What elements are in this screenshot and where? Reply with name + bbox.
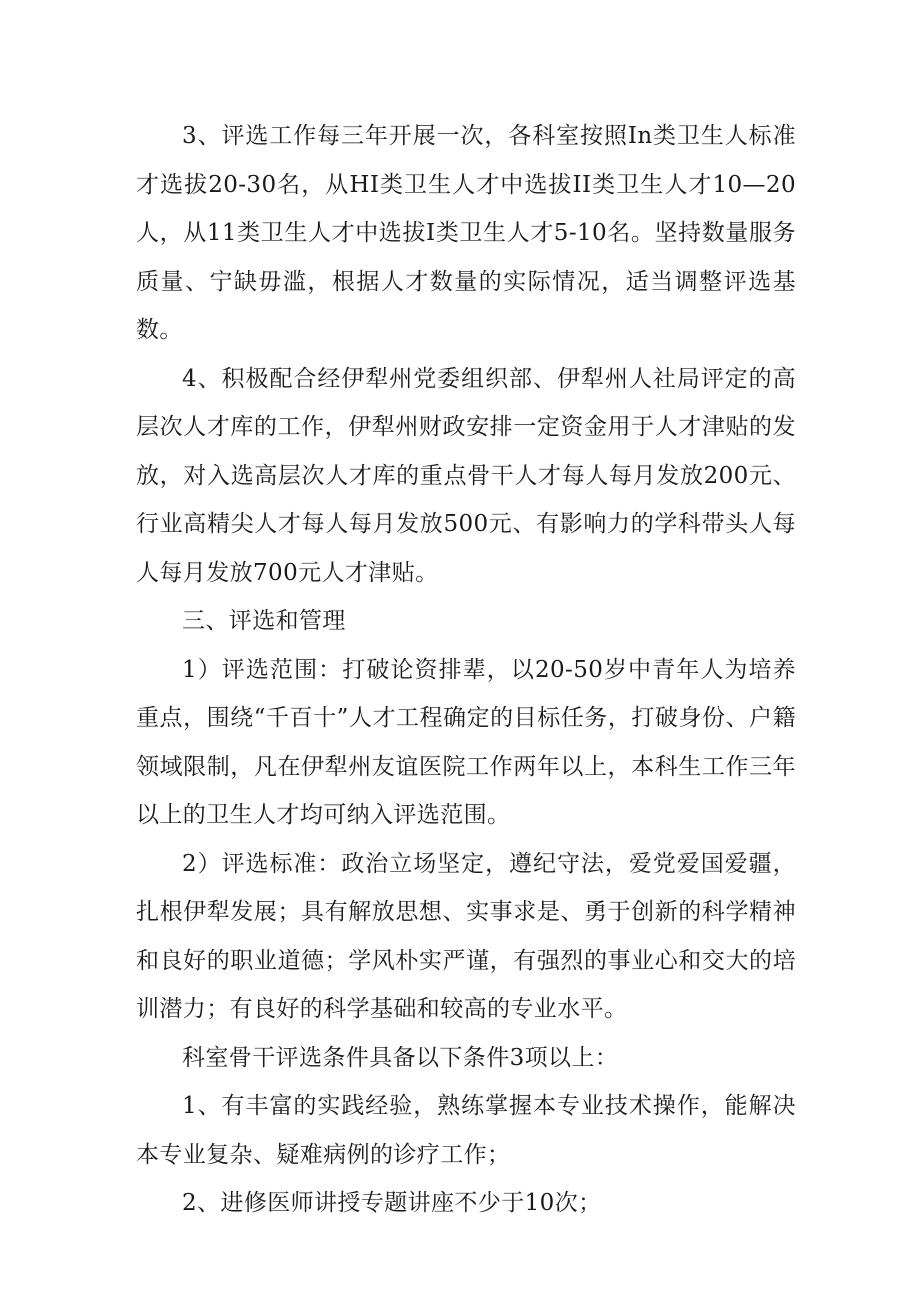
section-heading-selection-management: 三、评选和管理 [182,608,346,634]
paragraph-evaluation-cycle: 3、评选工作每三年开展一次，各科室按照In类卫生人标准才选拔20-30名，从HI类卫生人才中选拔II类卫生人才10—20人，从11类卫生人才中选拔I类卫生人才5-10名。坚持数量服务质量、宁缺毋滥，根据人才数量的实际情况，适当调整评选基数。 [136,123,796,343]
paragraph-selection-criteria: 2）评选标准：政治立场坚定，遵纪守法，爱党爱国爱疆，扎根伊犁发展；具有解放思想、实事求是、勇于创新的科学精神和良好的职业道德；学风朴实严谨，有强烈的事业心和交大的培训潜力；有良好的科学基础和较高的专业水平。 [136,850,796,1022]
list-item-condition-1: 1、有丰富的实践经验，熟练掌握本专业技术操作，能解决本专业复杂、疑难病例的诊疗工作； [136,1093,796,1168]
list-item-condition-2: 2、进修医师讲授专题讲座不少于10次； [182,1190,602,1216]
document-page [136,112,796,1228]
paragraph-selection-scope: 1）评选范围：打破论资排辈，以20-50岁中青年人为培养重点，围绕“千百十”人才工程确定的目标任务，打破身份、户籍领域限制，凡在伊犁州友谊医院工作两年以上，本科生工作三年以上的卫生人才均可纳入评选范围。 [136,656,796,828]
paragraph-talent-allowance: 4、积极配合经伊犁州党委组织部、伊犁州人社局评定的高层次人才库的工作，伊犁州财政安排一定资金用于人才津贴的发放，对入选高层次人才库的重点骨干人才每人每月发放200元、行业高精尖人才每人每月发放500元、有影响力的学科带头人每人每月发放700元人才津贴。 [136,365,796,586]
paragraph-backbone-conditions-intro: 科室骨干评选条件具备以下条件3项以上： [182,1044,619,1071]
